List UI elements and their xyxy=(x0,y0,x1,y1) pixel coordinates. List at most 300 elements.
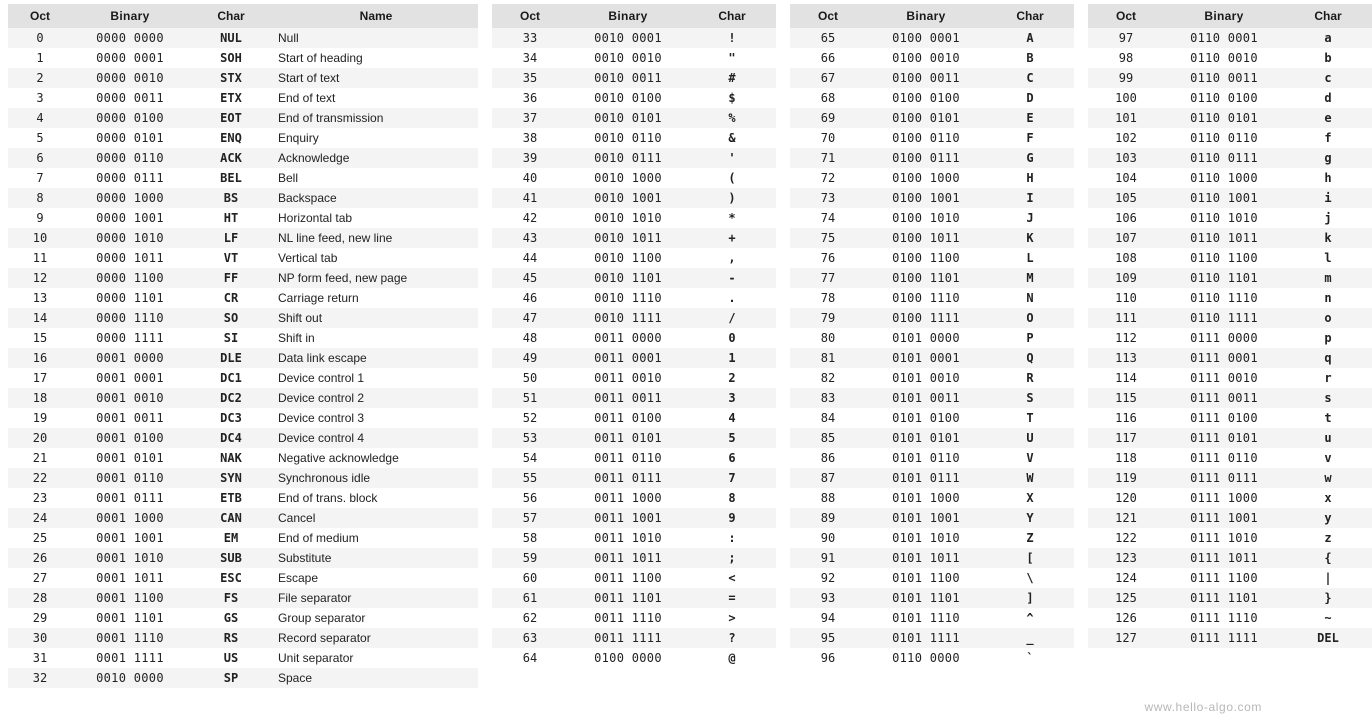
cell-char: EM xyxy=(223,531,239,545)
table-row xyxy=(492,448,776,468)
cell-binary: 0111 0101 xyxy=(1190,431,1258,445)
table-row xyxy=(1088,248,1372,268)
cell-char: @ xyxy=(728,651,736,665)
cell-binary: 0000 1001 xyxy=(96,211,164,225)
cell-name: Space xyxy=(278,671,313,685)
cell-name: NP form feed, new page xyxy=(278,271,408,285)
cell-char: SOH xyxy=(220,51,242,65)
cell-char: > xyxy=(728,611,736,625)
cell-char: F xyxy=(1026,131,1034,145)
cell-char: STX xyxy=(220,71,242,85)
cell-oct: 5 xyxy=(36,131,44,145)
cell-oct: 37 xyxy=(522,111,538,125)
column-header-char: Char xyxy=(986,4,1074,28)
cell-binary: 0011 1000 xyxy=(594,491,662,505)
cell-char: ] xyxy=(1026,591,1034,605)
cell-binary: 0110 0110 xyxy=(1190,131,1258,145)
cell-binary: 0100 1011 xyxy=(892,231,960,245)
cell-oct: 95 xyxy=(820,631,836,645)
cell-name: NL line feed, new line xyxy=(278,231,393,245)
cell-char: } xyxy=(1324,591,1332,605)
cell-oct: 117 xyxy=(1115,431,1137,445)
cell-oct: 88 xyxy=(820,491,836,505)
cell-char: & xyxy=(728,131,736,145)
cell-char: ' xyxy=(728,151,736,165)
cell-oct: 66 xyxy=(820,51,836,65)
cell-oct: 15 xyxy=(32,331,48,345)
cell-binary: 0101 0010 xyxy=(892,371,960,385)
table-row xyxy=(790,548,1074,568)
cell-oct: 125 xyxy=(1115,591,1137,605)
cell-oct: 103 xyxy=(1115,151,1137,165)
cell-char: V xyxy=(1026,451,1034,465)
cell-binary: 0100 0001 xyxy=(892,31,960,45)
cell-name: End of trans. block xyxy=(278,491,378,505)
cell-name: Group separator xyxy=(278,611,366,625)
cell-binary: 0010 0001 xyxy=(594,31,662,45)
cell-oct: 126 xyxy=(1115,611,1137,625)
table-row xyxy=(1088,188,1372,208)
cell-binary: 0001 1011 xyxy=(96,571,164,585)
table-row xyxy=(790,168,1074,188)
cell-oct: 42 xyxy=(522,211,538,225)
cell-binary: 0000 0000 xyxy=(96,31,164,45)
cell-char: + xyxy=(728,231,736,245)
table-row xyxy=(790,388,1074,408)
cell-binary: 0100 1001 xyxy=(892,191,960,205)
table-row xyxy=(492,328,776,348)
table-row xyxy=(492,88,776,108)
cell-char: { xyxy=(1324,551,1332,565)
cell-char: . xyxy=(728,291,736,305)
cell-oct: 13 xyxy=(32,291,48,305)
table-row xyxy=(8,48,478,68)
table-row xyxy=(790,308,1074,328)
cell-name: Enquiry xyxy=(278,131,319,145)
cell-binary: 0100 1100 xyxy=(892,251,960,265)
header-row xyxy=(1088,4,1372,28)
cell-char: EOT xyxy=(220,111,242,125)
cell-char: ETB xyxy=(220,491,242,505)
table-row xyxy=(1088,568,1372,588)
cell-oct: 101 xyxy=(1115,111,1137,125)
cell-oct: 6 xyxy=(36,151,44,165)
cell-oct: 122 xyxy=(1115,531,1137,545)
cell-binary: 0101 1101 xyxy=(892,591,960,605)
cell-char: 8 xyxy=(728,491,736,505)
cell-binary: 0101 1100 xyxy=(892,571,960,585)
table-row xyxy=(8,228,478,248)
cell-binary: 0110 1010 xyxy=(1190,211,1258,225)
column-header-binary: Binary xyxy=(72,4,188,28)
cell-binary: 0001 1000 xyxy=(96,511,164,525)
cell-binary: 0011 1011 xyxy=(594,551,662,565)
cell-oct: 115 xyxy=(1115,391,1137,405)
cell-char: ( xyxy=(728,171,736,185)
cell-oct: 100 xyxy=(1115,91,1137,105)
table-header xyxy=(1088,4,1372,28)
cell-char: SI xyxy=(223,331,239,345)
table-row xyxy=(790,328,1074,348)
cell-binary: 0000 0101 xyxy=(96,131,164,145)
cell-binary: 0001 0110 xyxy=(96,471,164,485)
cell-char: 2 xyxy=(728,371,736,385)
cell-char: k xyxy=(1324,231,1332,245)
table-row xyxy=(492,308,776,328)
cell-binary: 0000 0001 xyxy=(96,51,164,65)
cell-oct: 61 xyxy=(522,591,538,605)
table-row xyxy=(492,428,776,448)
cell-oct: 89 xyxy=(820,511,836,525)
cell-oct: 70 xyxy=(820,131,836,145)
cell-name: Horizontal tab xyxy=(278,211,353,225)
cell-binary: 0111 0100 xyxy=(1190,411,1258,425)
table-row xyxy=(8,548,478,568)
cell-binary: 0101 1011 xyxy=(892,551,960,565)
cell-oct: 111 xyxy=(1115,311,1137,325)
table-row xyxy=(492,588,776,608)
table-row xyxy=(492,568,776,588)
cell-oct: 17 xyxy=(32,371,48,385)
table-row xyxy=(1088,388,1372,408)
cell-name: File separator xyxy=(278,591,352,605)
cell-char: Y xyxy=(1026,511,1034,525)
table-row xyxy=(1088,228,1372,248)
ascii-table-control-codes xyxy=(8,4,478,688)
cell-binary: 0100 0110 xyxy=(892,131,960,145)
cell-char: RS xyxy=(223,631,239,645)
cell-binary: 0010 1110 xyxy=(594,291,662,305)
column-header-char: Char xyxy=(188,4,274,28)
cell-oct: 27 xyxy=(32,571,48,585)
cell-oct: 85 xyxy=(820,431,836,445)
cell-binary: 0001 1010 xyxy=(96,551,164,565)
cell-oct: 44 xyxy=(522,251,538,265)
cell-binary: 0111 0000 xyxy=(1190,331,1258,345)
cell-char: n xyxy=(1324,291,1332,305)
table-row xyxy=(790,288,1074,308)
cell-name: Device control 3 xyxy=(278,411,365,425)
cell-oct: 93 xyxy=(820,591,836,605)
cell-char: ETX xyxy=(220,91,242,105)
cell-char: r xyxy=(1324,371,1332,385)
table-row xyxy=(8,348,478,368)
cell-oct: 45 xyxy=(522,271,538,285)
cell-oct: 12 xyxy=(32,271,48,285)
cell-oct: 102 xyxy=(1115,131,1137,145)
table-row xyxy=(1088,148,1372,168)
cell-name: Backspace xyxy=(278,191,337,205)
cell-oct: 14 xyxy=(32,311,48,325)
cell-binary: 0011 0110 xyxy=(594,451,662,465)
cell-oct: 98 xyxy=(1118,51,1134,65)
table-row xyxy=(790,208,1074,228)
cell-oct: 58 xyxy=(522,531,538,545)
cell-oct: 8 xyxy=(36,191,44,205)
column-header-oct: Oct xyxy=(492,4,568,28)
cell-binary: 0010 1100 xyxy=(594,251,662,265)
cell-char: ; xyxy=(728,551,736,565)
cell-oct: 51 xyxy=(522,391,538,405)
table-row xyxy=(492,228,776,248)
cell-binary: 0010 1001 xyxy=(594,191,662,205)
cell-oct: 74 xyxy=(820,211,836,225)
cell-oct: 39 xyxy=(522,151,538,165)
cell-char: DC1 xyxy=(220,371,242,385)
table-row xyxy=(8,608,478,628)
cell-oct: 43 xyxy=(522,231,538,245)
cell-char: 9 xyxy=(728,511,736,525)
cell-oct: 21 xyxy=(32,451,48,465)
cell-binary: 0101 0001 xyxy=(892,351,960,365)
cell-oct: 53 xyxy=(522,431,538,445)
cell-name: Cancel xyxy=(278,511,316,525)
table-row xyxy=(8,268,478,288)
cell-char: P xyxy=(1026,331,1034,345)
cell-oct: 28 xyxy=(32,591,48,605)
cell-oct: 40 xyxy=(522,171,538,185)
cell-binary: 0001 0011 xyxy=(96,411,164,425)
cell-char: [ xyxy=(1026,551,1034,565)
cell-char: E xyxy=(1026,111,1034,125)
cell-binary: 0001 0001 xyxy=(96,371,164,385)
cell-name: Null xyxy=(278,31,299,45)
cell-char: W xyxy=(1026,471,1034,485)
cell-char: SYN xyxy=(220,471,242,485)
table-row xyxy=(8,208,478,228)
column-header-oct: Oct xyxy=(8,4,72,28)
cell-oct: 64 xyxy=(522,651,538,665)
cell-oct: 79 xyxy=(820,311,836,325)
table-row xyxy=(8,128,478,148)
cell-binary: 0110 0010 xyxy=(1190,51,1258,65)
cell-name: Substitute xyxy=(278,551,332,565)
cell-char: NAK xyxy=(220,451,242,465)
cell-oct: 106 xyxy=(1115,211,1137,225)
cell-binary: 0111 0011 xyxy=(1190,391,1258,405)
cell-char: / xyxy=(728,311,736,325)
cell-binary: 0000 1111 xyxy=(96,331,164,345)
table-row xyxy=(1088,348,1372,368)
cell-oct: 29 xyxy=(32,611,48,625)
cell-binary: 0111 0010 xyxy=(1190,371,1258,385)
cell-char: Q xyxy=(1026,351,1034,365)
table-row xyxy=(1088,328,1372,348)
cell-oct: 118 xyxy=(1115,451,1137,465)
table-row xyxy=(1088,28,1372,48)
cell-oct: 36 xyxy=(522,91,538,105)
cell-char: $ xyxy=(728,91,736,105)
cell-binary: 0101 0000 xyxy=(892,331,960,345)
table-row xyxy=(790,408,1074,428)
column-header-name: Name xyxy=(274,4,478,28)
cell-oct: 104 xyxy=(1115,171,1137,185)
table-row xyxy=(8,488,478,508)
table-body xyxy=(492,28,776,668)
cell-binary: 0001 1001 xyxy=(96,531,164,545)
cell-binary: 0011 1100 xyxy=(594,571,662,585)
table-row xyxy=(492,168,776,188)
cell-oct: 35 xyxy=(522,71,538,85)
cell-oct: 87 xyxy=(820,471,836,485)
cell-oct: 96 xyxy=(820,651,836,665)
cell-char: a xyxy=(1324,31,1332,45)
cell-oct: 30 xyxy=(32,631,48,645)
cell-binary: 0000 0100 xyxy=(96,111,164,125)
table-row xyxy=(790,468,1074,488)
cell-oct: 119 xyxy=(1115,471,1137,485)
cell-char: X xyxy=(1026,491,1034,505)
cell-binary: 0010 0111 xyxy=(594,151,662,165)
cell-binary: 0110 0011 xyxy=(1190,71,1258,85)
cell-binary: 0001 0111 xyxy=(96,491,164,505)
cell-oct: 24 xyxy=(32,511,48,525)
cell-char: SUB xyxy=(220,551,242,565)
table-row xyxy=(1088,508,1372,528)
cell-char: * xyxy=(728,211,736,225)
table-row xyxy=(492,268,776,288)
cell-char: 4 xyxy=(728,411,736,425)
cell-oct: 56 xyxy=(522,491,538,505)
cell-oct: 63 xyxy=(522,631,538,645)
cell-oct: 57 xyxy=(522,511,538,525)
cell-binary: 0100 0010 xyxy=(892,51,960,65)
table-row xyxy=(1088,528,1372,548)
cell-char: v xyxy=(1324,451,1332,465)
table-row xyxy=(492,128,776,148)
cell-char: m xyxy=(1324,271,1332,285)
cell-binary: 0100 1111 xyxy=(892,311,960,325)
column-header-oct: Oct xyxy=(790,4,866,28)
cell-binary: 0001 0000 xyxy=(96,351,164,365)
cell-char: NUL xyxy=(220,31,242,45)
cell-binary: 0010 1011 xyxy=(594,231,662,245)
cell-oct: 52 xyxy=(522,411,538,425)
table-row xyxy=(8,28,478,48)
cell-binary: 0111 0001 xyxy=(1190,351,1258,365)
cell-binary: 0001 1101 xyxy=(96,611,164,625)
cell-char: < xyxy=(728,571,736,585)
cell-binary: 0111 1000 xyxy=(1190,491,1258,505)
cell-char: o xyxy=(1324,311,1332,325)
cell-name: Negative acknowledge xyxy=(278,451,399,465)
table-row xyxy=(790,248,1074,268)
cell-oct: 107 xyxy=(1115,231,1137,245)
cell-oct: 90 xyxy=(820,531,836,545)
cell-oct: 62 xyxy=(522,611,538,625)
cell-name: Start of heading xyxy=(278,51,363,65)
table-header xyxy=(790,4,1074,28)
cell-binary: 0110 0111 xyxy=(1190,151,1258,165)
cell-char: ENQ xyxy=(220,131,242,145)
table-row xyxy=(492,388,776,408)
cell-binary: 0101 1001 xyxy=(892,511,960,525)
cell-char: x xyxy=(1324,491,1332,505)
cell-binary: 0100 0111 xyxy=(892,151,960,165)
table-body xyxy=(1088,28,1372,648)
cell-binary: 0111 1010 xyxy=(1190,531,1258,545)
cell-binary: 0110 1101 xyxy=(1190,271,1258,285)
cell-oct: 33 xyxy=(522,31,538,45)
cell-char: l xyxy=(1324,251,1332,265)
cell-name: Synchronous idle xyxy=(278,471,371,485)
cell-char: M xyxy=(1026,271,1034,285)
cell-binary: 0101 1111 xyxy=(892,631,960,645)
cell-oct: 49 xyxy=(522,351,538,365)
cell-binary: 0011 0101 xyxy=(594,431,662,445)
cell-binary: 0000 1011 xyxy=(96,251,164,265)
table-row xyxy=(492,188,776,208)
table-row xyxy=(492,468,776,488)
cell-char: 5 xyxy=(728,431,736,445)
table-row xyxy=(492,348,776,368)
table-row xyxy=(1088,628,1372,648)
cell-binary: 0101 0100 xyxy=(892,411,960,425)
table-row xyxy=(492,508,776,528)
cell-oct: 73 xyxy=(820,191,836,205)
cell-oct: 113 xyxy=(1115,351,1137,365)
cell-oct: 18 xyxy=(32,391,48,405)
cell-oct: 112 xyxy=(1115,331,1137,345)
cell-binary: 0000 1010 xyxy=(96,231,164,245)
table-row xyxy=(790,108,1074,128)
cell-binary: 0101 1110 xyxy=(892,611,960,625)
table-header xyxy=(492,4,776,28)
cell-oct: 86 xyxy=(820,451,836,465)
cell-char: d xyxy=(1324,91,1332,105)
column-header-char: Char xyxy=(688,4,776,28)
cell-oct: 0 xyxy=(36,31,44,45)
table-row xyxy=(8,528,478,548)
cell-char: _ xyxy=(1026,631,1034,645)
cell-binary: 0110 1100 xyxy=(1190,251,1258,265)
cell-binary: 0010 1000 xyxy=(594,171,662,185)
cell-oct: 48 xyxy=(522,331,538,345)
header-row xyxy=(492,4,776,28)
cell-binary: 0110 1000 xyxy=(1190,171,1258,185)
cell-oct: 25 xyxy=(32,531,48,545)
table-row xyxy=(1088,428,1372,448)
table-body xyxy=(8,28,478,688)
cell-char: U xyxy=(1026,431,1034,445)
cell-binary: 0011 0000 xyxy=(594,331,662,345)
cell-binary: 0100 0011 xyxy=(892,71,960,85)
cell-char: ` xyxy=(1026,651,1034,665)
table-row xyxy=(8,88,478,108)
cell-binary: 0111 1100 xyxy=(1190,571,1258,585)
cell-binary: 0011 0111 xyxy=(594,471,662,485)
cell-char: h xyxy=(1324,171,1332,185)
table-row xyxy=(790,128,1074,148)
cell-binary: 0011 0011 xyxy=(594,391,662,405)
table-row xyxy=(1088,308,1372,328)
cell-binary: 0111 1101 xyxy=(1190,591,1258,605)
cell-char: SP xyxy=(223,671,239,685)
cell-oct: 60 xyxy=(522,571,538,585)
cell-oct: 20 xyxy=(32,431,48,445)
cell-binary: 0010 0011 xyxy=(594,71,662,85)
cell-char: S xyxy=(1026,391,1034,405)
cell-oct: 80 xyxy=(820,331,836,345)
table-row xyxy=(492,148,776,168)
cell-binary: 0010 1101 xyxy=(594,271,662,285)
cell-char: DC4 xyxy=(220,431,242,445)
cell-name: Escape xyxy=(278,571,319,585)
cell-char: ~ xyxy=(1324,611,1332,625)
cell-binary: 0010 0000 xyxy=(96,671,164,685)
table-row xyxy=(492,368,776,388)
table-row xyxy=(1088,88,1372,108)
